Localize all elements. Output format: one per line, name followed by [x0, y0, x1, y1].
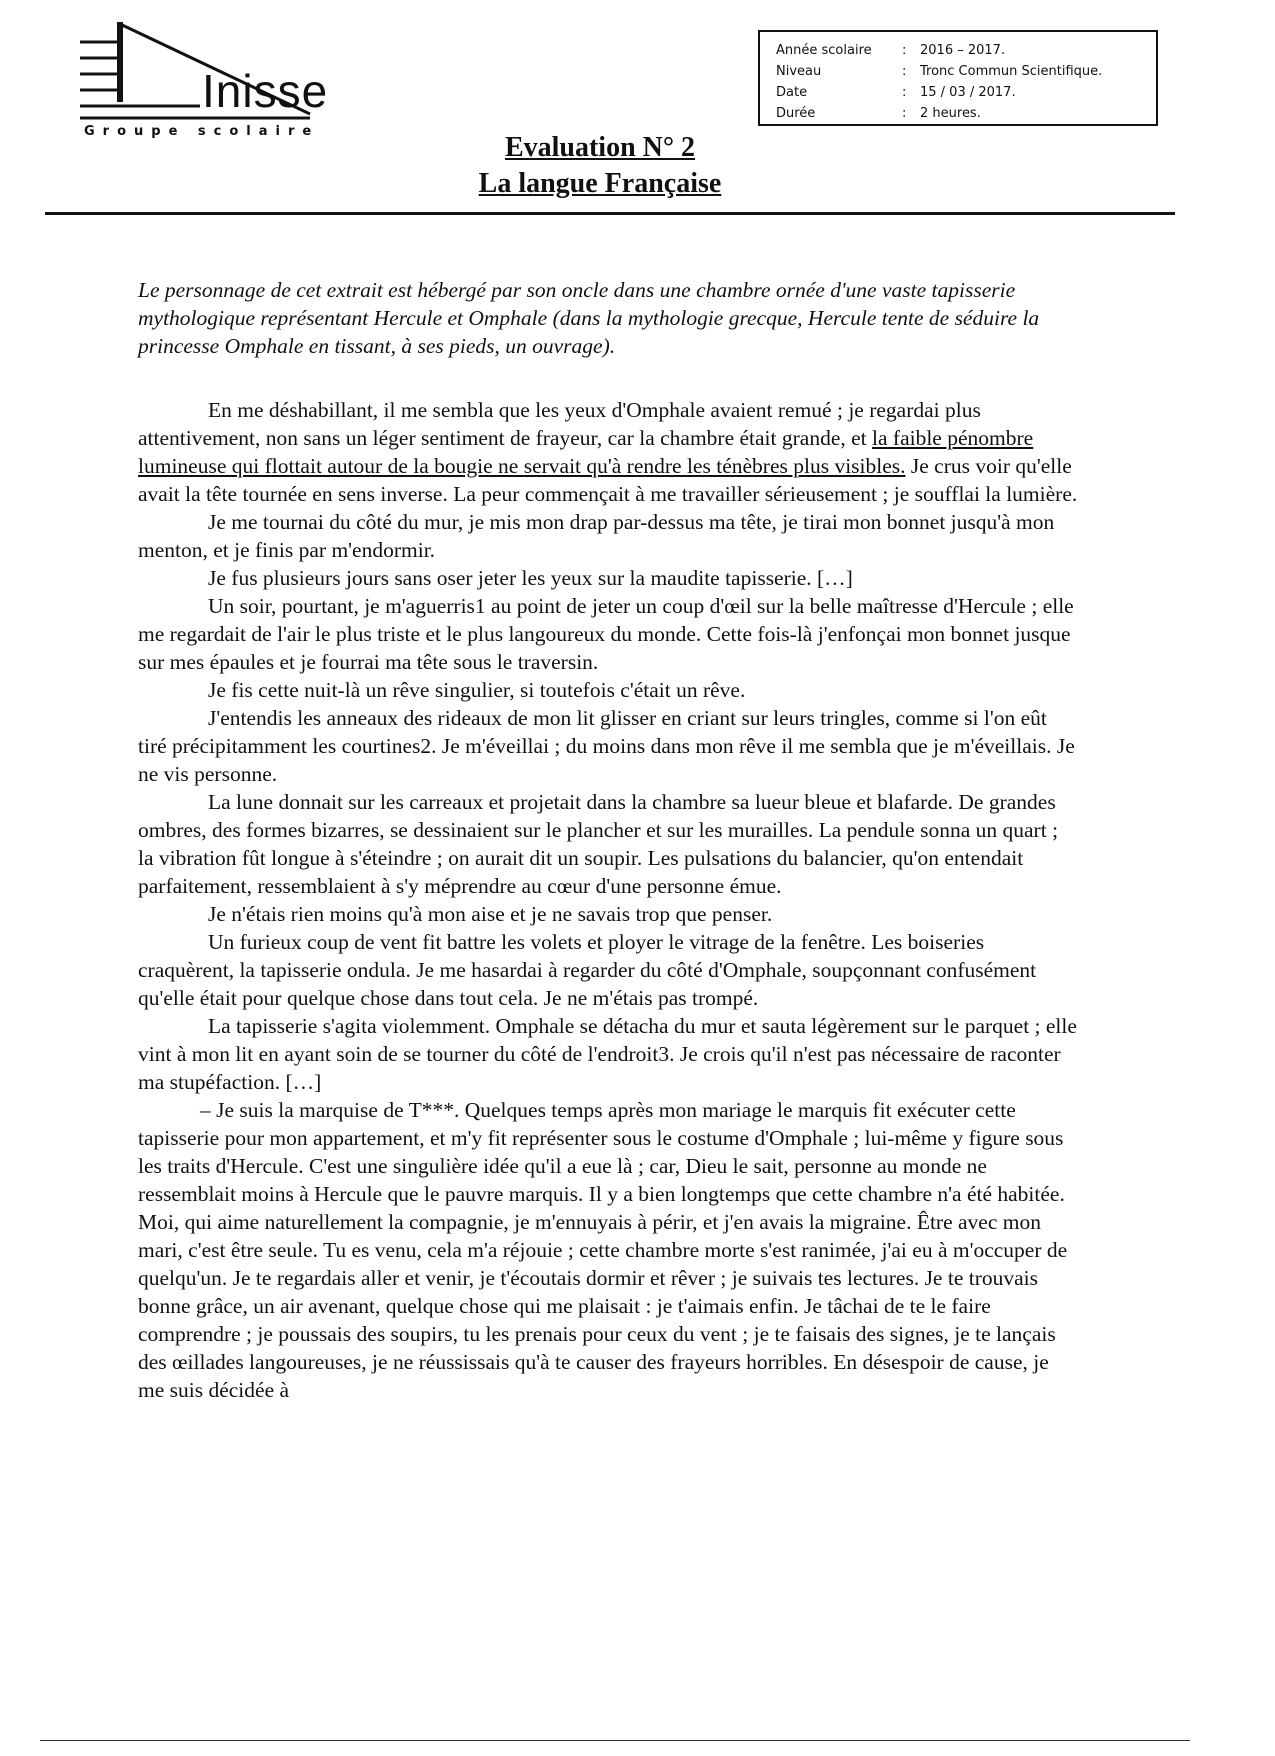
info-separator: : — [902, 106, 907, 121]
text-extract — [138, 396, 1078, 1404]
paragraph-4: Un soir, pourtant, je m'aguerris1 au point de jeter un coup d'œil sur la belle maîtresse d'Hercule ; elle me regardait de l'air le plus triste et le plus langoureux du monde. Cette fois-là j'enfonçai mon bonnet jusque sur mes épaules et je fourrai ma tête sous le traversin. — [138, 594, 1074, 674]
info-row-year — [776, 40, 1156, 61]
info-separator: : — [902, 85, 907, 100]
footer-divider — [40, 1740, 1190, 1741]
page-subtitle: La langue Française — [478, 168, 722, 199]
paragraph-10: La tapisserie s'agita violemment. Omphale se détacha du mur et sauta légèrement sur le parquet ; elle vint à mon lit en ayant soin de se tourner du côté de l'endroit3. Je crois qu'il n'est pas nécessaire de raconter ma stupéfaction. […] — [138, 1014, 1077, 1094]
logo-subtitle: Groupe scolaire — [84, 124, 320, 139]
paragraph-1 — [138, 396, 1078, 508]
exam-info-box — [758, 30, 1158, 126]
info-label: Année scolaire — [776, 43, 872, 58]
intro-paragraph: Le personnage de cet extrait est hébergé par son oncle dans une chambre ornée d'une vaste tapisserie mythologique représentant Hercule et Omphale (dans la mythologie grecque, Hercule tente de séduire la princesse Omphale en tissant, à ses pieds, un ouvrage). — [138, 278, 1040, 358]
info-value: 15 / 03 / 2017. — [920, 85, 1016, 100]
paragraph-1-end: Je crus voir qu'elle avait la tête tournée en sens inverse. La peur commençait à me travailler sérieusement ; je soufflai la lumière. — [138, 454, 1078, 506]
paragraph-5: Je fis cette nuit-là un rêve singulier, si toutefois c'était un rêve. — [208, 678, 746, 702]
underlined-sentence: la faible pénombre lumineuse qui flottait autour de la bougie ne servait qu'à rendre les ténèbres plus visibles. — [138, 426, 1034, 478]
info-separator: : — [902, 43, 907, 58]
paragraph-3: Je fus plusieurs jours sans oser jeter les yeux sur la maudite tapisserie. […] — [208, 566, 853, 590]
info-row-duration — [776, 103, 1156, 124]
paragraph-7: La lune donnait sur les carreaux et projetait dans la chambre sa lueur bleue et blafarde. De grandes ombres, des formes bizarres, se dessinaient sur le plancher et sur les murailles. La pendule sonna un quart ; la vibration fût longue à s'éteindre ; on aurait dit un soupir. Les pulsations du balancier, qu'on entendait parfaitement, ressemblaient à s'y méprendre au cœur d'une personne émue. — [138, 790, 1059, 898]
info-separator: : — [902, 64, 907, 79]
paragraph-9: Un furieux coup de vent fit battre les volets et ployer le vitrage de la fenêtre. Les boiseries craquèrent, la tapisserie ondula. Je me hasardai à regarder du côté d'Omphale, soupçonnant confusément qu'elle était pour quelque chose dans tout cela. Je ne m'étais pas trompé. — [138, 930, 1037, 1010]
paragraph-1-start: En me déshabillant, il me sembla que les yeux d'Omphale avaient remué ; je regardai plus attentivement, non sans un léger sentiment de frayeur, car la chambre était grande, et — [138, 398, 981, 450]
info-row-date — [776, 82, 1156, 103]
info-value: 2016 – 2017. — [920, 43, 1006, 58]
paragraph-8: Je n'étais rien moins qu'à mon aise et je ne savais trop que penser. — [208, 902, 773, 926]
info-label: Durée — [776, 106, 816, 121]
dialog-paragraph: – Je suis la marquise de T***. Quelques temps après mon mariage le marquis fit exécuter cette tapisserie pour mon appartement, et m'y fit représenter sous le costume d'Omphale ; lui-même y figure sous les traits d'Hercule. C'est une singulière idée qu'il a eue là ; car, Dieu le sait, personne au monde ne ressemblait moins à Hercule que le pauvre marquis. Il y a bien longtemps que cette chambre n'a été habitée. Moi, qui aime naturellement la compagnie, je m'ennuyais à périr, et j'en avais la migraine. Être avec mon mari, c'est être seule. Tu es venu, cela m'a réjouie ; cette chambre morte s'est ranimée, j'ai eu à m'occuper de quelqu'un. Je te regardais aller et venir, je t'écoutais dormir et rêver ; je suivais tes lectures. Je te trouvais bonne grâce, un air avenant, quelque chose qui me plaisait : je t'aimais enfin. Je tâchai de te le faire comprendre ; je poussais des soupirs, tu les prenais pour ceux du vent ; je te faisais des signes, je te lançais des œillades langoureuses, je ne réussissais qu'à te causer des frayeurs horribles. En désespoir de cause, je me suis décidée à — [138, 1098, 1068, 1402]
page-title: Evaluation N° 2 — [504, 132, 696, 163]
logo-name: Inisse — [202, 65, 329, 117]
paragraph-6: J'entendis les anneaux des rideaux de mon lit glisser en criant sur leurs tringles, comme si l'on eût tiré précipitamment les courtines2. Je m'éveillai ; du moins dans mon rêve il me sembla que je m'éveillais. Je ne vis personne. — [138, 706, 1075, 786]
info-label: Niveau — [776, 64, 822, 79]
info-row-level — [776, 61, 1156, 82]
paragraph-2: Je me tournai du côté du mur, je mis mon drap par-dessus ma tête, je tirai mon bonnet jusqu'à mon menton, et je finis par m'endormir. — [138, 510, 1055, 562]
info-label: Date — [776, 85, 808, 100]
info-value: 2 heures. — [920, 106, 981, 121]
school-logo — [80, 18, 370, 138]
header-divider — [45, 212, 1175, 215]
intro-context — [138, 276, 1078, 360]
info-value: Tronc Commun Scientifique. — [920, 64, 1103, 79]
